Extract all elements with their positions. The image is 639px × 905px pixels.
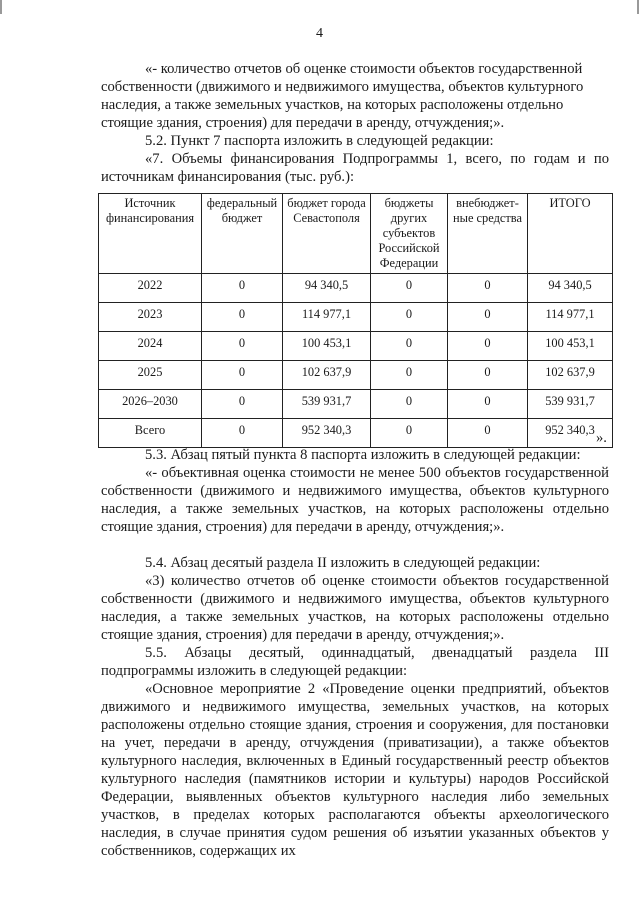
table-cell: 0 — [371, 361, 448, 390]
intro-line-1: «- количество отчетов об оценке стоимости объектов государственной — [145, 61, 583, 77]
table-cell: 0 — [371, 419, 448, 448]
table-row — [99, 361, 613, 390]
table-cell: 952 340,3 — [528, 419, 613, 448]
table-cell: 0 — [371, 274, 448, 303]
table-closing-quote: ». — [596, 430, 607, 446]
table-cell: 539 931,7 — [283, 390, 371, 419]
table-cell: 0 — [371, 390, 448, 419]
financing-table-wrap — [98, 193, 613, 448]
table-cell: 0 — [202, 390, 283, 419]
table-cell: 114 977,1 — [528, 303, 613, 332]
table-row — [99, 419, 613, 448]
table-cell: 0 — [371, 303, 448, 332]
table-cell: 0 — [448, 361, 528, 390]
table-cell: 0 — [202, 274, 283, 303]
table-cell: 2024 — [99, 332, 202, 361]
table-cell: 539 931,7 — [528, 390, 613, 419]
table-cell: 0 — [371, 332, 448, 361]
header-source: Источник финансирования — [99, 194, 202, 274]
section-5-3-heading: 5.3. Абзац пятый пункта 8 паспорта изложить в следующей редакции: — [145, 447, 581, 463]
table-cell: 0 — [448, 274, 528, 303]
table-cell: 100 453,1 — [283, 332, 371, 361]
table-cell: Всего — [99, 419, 202, 448]
section-5-2 — [101, 132, 609, 186]
section-5-3-quote: «- объективная оценка стоимости не менее 500 объектов государственной собственности (движимого и недвижимого имущества, объектов культурного наследия, а также земельных участков, на которых расположены отдельно стоящие здания, строения) для передачи в аренду, отчуждения;». — [101, 465, 609, 535]
section-5-2-quote: «7. Объемы финансирования Подпрограммы 1, всего, по годам и по источникам финансирования (тыс. руб.): — [101, 151, 609, 185]
table-cell: 0 — [448, 419, 528, 448]
table-cell: 952 340,3 — [283, 419, 371, 448]
table-cell: 102 637,9 — [283, 361, 371, 390]
section-5-5 — [101, 644, 609, 860]
section-5-3 — [101, 446, 609, 536]
table-row — [99, 303, 613, 332]
header-extrabudget: внебюджет-ные средства — [448, 194, 528, 274]
table-cell: 100 453,1 — [528, 332, 613, 361]
table-row — [99, 390, 613, 419]
table-cell: 94 340,5 — [283, 274, 371, 303]
table-cell: 0 — [202, 332, 283, 361]
header-total: ИТОГО — [528, 194, 613, 274]
table-cell: 0 — [448, 332, 528, 361]
table-cell: 0 — [448, 390, 528, 419]
page-edge-mark-left — [0, 0, 2, 14]
table-row — [99, 332, 613, 361]
table-cell: 2026–2030 — [99, 390, 202, 419]
header-city: бюджет города Севастополя — [283, 194, 371, 274]
table-cell: 0 — [202, 361, 283, 390]
table-cell: 2023 — [99, 303, 202, 332]
section-5-4 — [101, 554, 609, 644]
intro-block — [101, 60, 609, 132]
header-other-subjects: бюджеты других субъектов Российской Федерации — [371, 194, 448, 274]
section-5-4-heading: 5.4. Абзац десятый раздела II изложить в следующей редакции: — [145, 555, 541, 571]
table-cell: 0 — [202, 419, 283, 448]
table-cell: 0 — [448, 303, 528, 332]
section-5-5-quote: «Основное мероприятие 2 «Проведение оценки предприятий, объектов движимого и недвижимого имущества, земельных участков, на которых расположены отдельно стоящие здания, строения и сооружения, для постановки на учет, передачи в аренду, отчуждения (приватизации), а также объектов культурного наследия, включенных в Единый государственный реестр объектов культурного наследия (памятников истории и культуры) народов Российской Федерации, выявленных объектов культурного наследия либо земельных участков, в пределах которых располагаются объекты археологического наследия, в случае принятия судом решения об изъятии указанных объектов у собственников, содержащих их — [101, 681, 609, 859]
section-5-5-heading: 5.5. Абзацы десятый, одиннадцатый, двенадцатый раздела III подпрограммы изложить в следующей редакции: — [101, 645, 609, 679]
page-number: 4 — [316, 26, 323, 41]
intro-line-4: стоящие здания, строения) для передачи в аренду, отчуждения;». — [101, 115, 505, 131]
header-federal: федеральный бюджет — [202, 194, 283, 274]
table-cell: 114 977,1 — [283, 303, 371, 332]
table-cell: 2025 — [99, 361, 202, 390]
table-header-row — [99, 194, 613, 274]
section-5-4-quote: «3) количество отчетов об оценке стоимости объектов государственной собственности (движимого и недвижимого имущества, объектов культурного наследия, а также земельных участков, на которых расположены отдельно стоящие здания, строения) для передачи в аренду, отчуждения;». — [101, 573, 609, 643]
table-cell: 2022 — [99, 274, 202, 303]
intro-line-3: наследия, а также земельных участков, на которых расположены отдельно — [101, 97, 564, 113]
intro-line-2: собственности (движимого и недвижимого имущества, объектов культурного — [101, 79, 584, 95]
table-cell: 0 — [202, 303, 283, 332]
table-cell: 102 637,9 — [528, 361, 613, 390]
table-cell: 94 340,5 — [528, 274, 613, 303]
table-row — [99, 274, 613, 303]
financing-table — [98, 193, 613, 448]
section-5-2-heading: 5.2. Пункт 7 паспорта изложить в следующей редакции: — [145, 133, 494, 149]
